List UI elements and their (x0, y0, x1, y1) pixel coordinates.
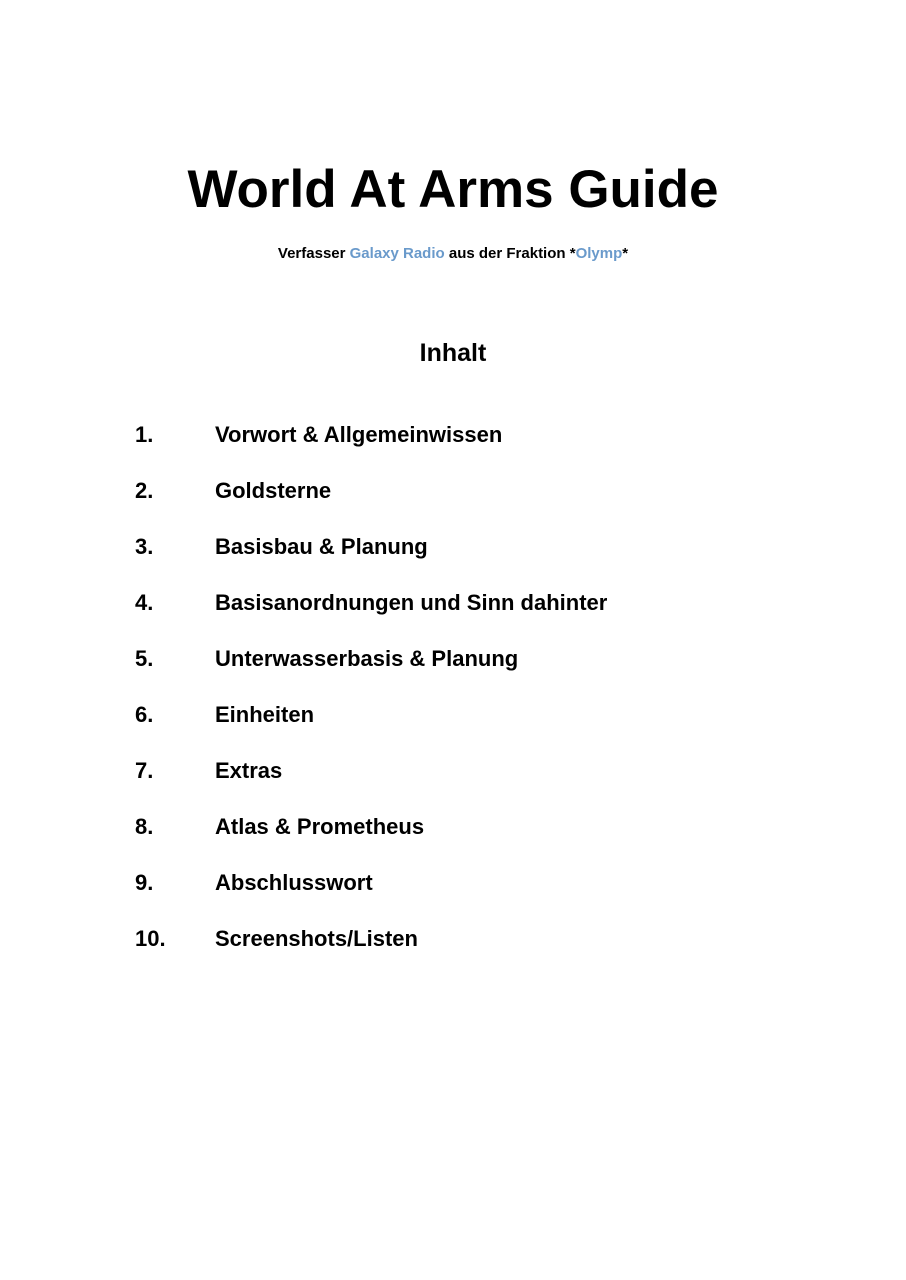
table-of-contents (135, 419, 607, 979)
toc-item-number: 5. (135, 646, 154, 671)
toc-item-label: Basisanordnungen und Sinn dahinter (215, 590, 608, 615)
toc-item (135, 923, 607, 979)
toc-item-number: 3. (135, 534, 154, 559)
byline-middle: aus der Fraktion * (444, 245, 576, 262)
toc-item-number: 1. (135, 422, 154, 447)
toc-item-number: 8. (135, 814, 154, 839)
toc-item-number: 4. (135, 590, 154, 615)
toc-item (135, 419, 607, 475)
toc-item (135, 643, 607, 699)
toc-item-label: Goldsterne (215, 478, 332, 503)
toc-item (135, 867, 607, 923)
toc-item (135, 587, 607, 643)
toc-item (135, 811, 607, 867)
author-byline (0, 244, 906, 264)
toc-item-label: Atlas & Prometheus (215, 814, 425, 839)
toc-item-number: 10. (135, 926, 166, 951)
toc-item-number: 9. (135, 870, 154, 895)
toc-item-label: Vorwort & Allgemeinwissen (215, 422, 503, 447)
toc-item-label: Extras (215, 758, 283, 783)
toc-item-label: Screenshots/Listen (215, 926, 418, 951)
toc-item (135, 755, 607, 811)
toc-item-label: Abschlusswort (215, 870, 373, 895)
toc-item-number: 6. (135, 702, 154, 727)
toc-item-label: Unterwasserbasis & Planung (215, 646, 519, 671)
document-title: World At Arms Guide (187, 160, 719, 219)
byline-suffix: * (622, 245, 629, 262)
faction-name: Olymp (575, 245, 623, 262)
author-name: Galaxy Radio (349, 245, 445, 262)
toc-item-label: Basisbau & Planung (215, 534, 428, 559)
toc-heading: Inhalt (419, 339, 487, 367)
toc-item (135, 531, 607, 587)
byline-prefix: Verfasser (277, 245, 350, 262)
toc-item (135, 699, 607, 755)
toc-item-number: 2. (135, 478, 154, 503)
toc-item-label: Einheiten (215, 702, 315, 727)
toc-item (135, 475, 607, 531)
toc-item-number: 7. (135, 758, 154, 783)
